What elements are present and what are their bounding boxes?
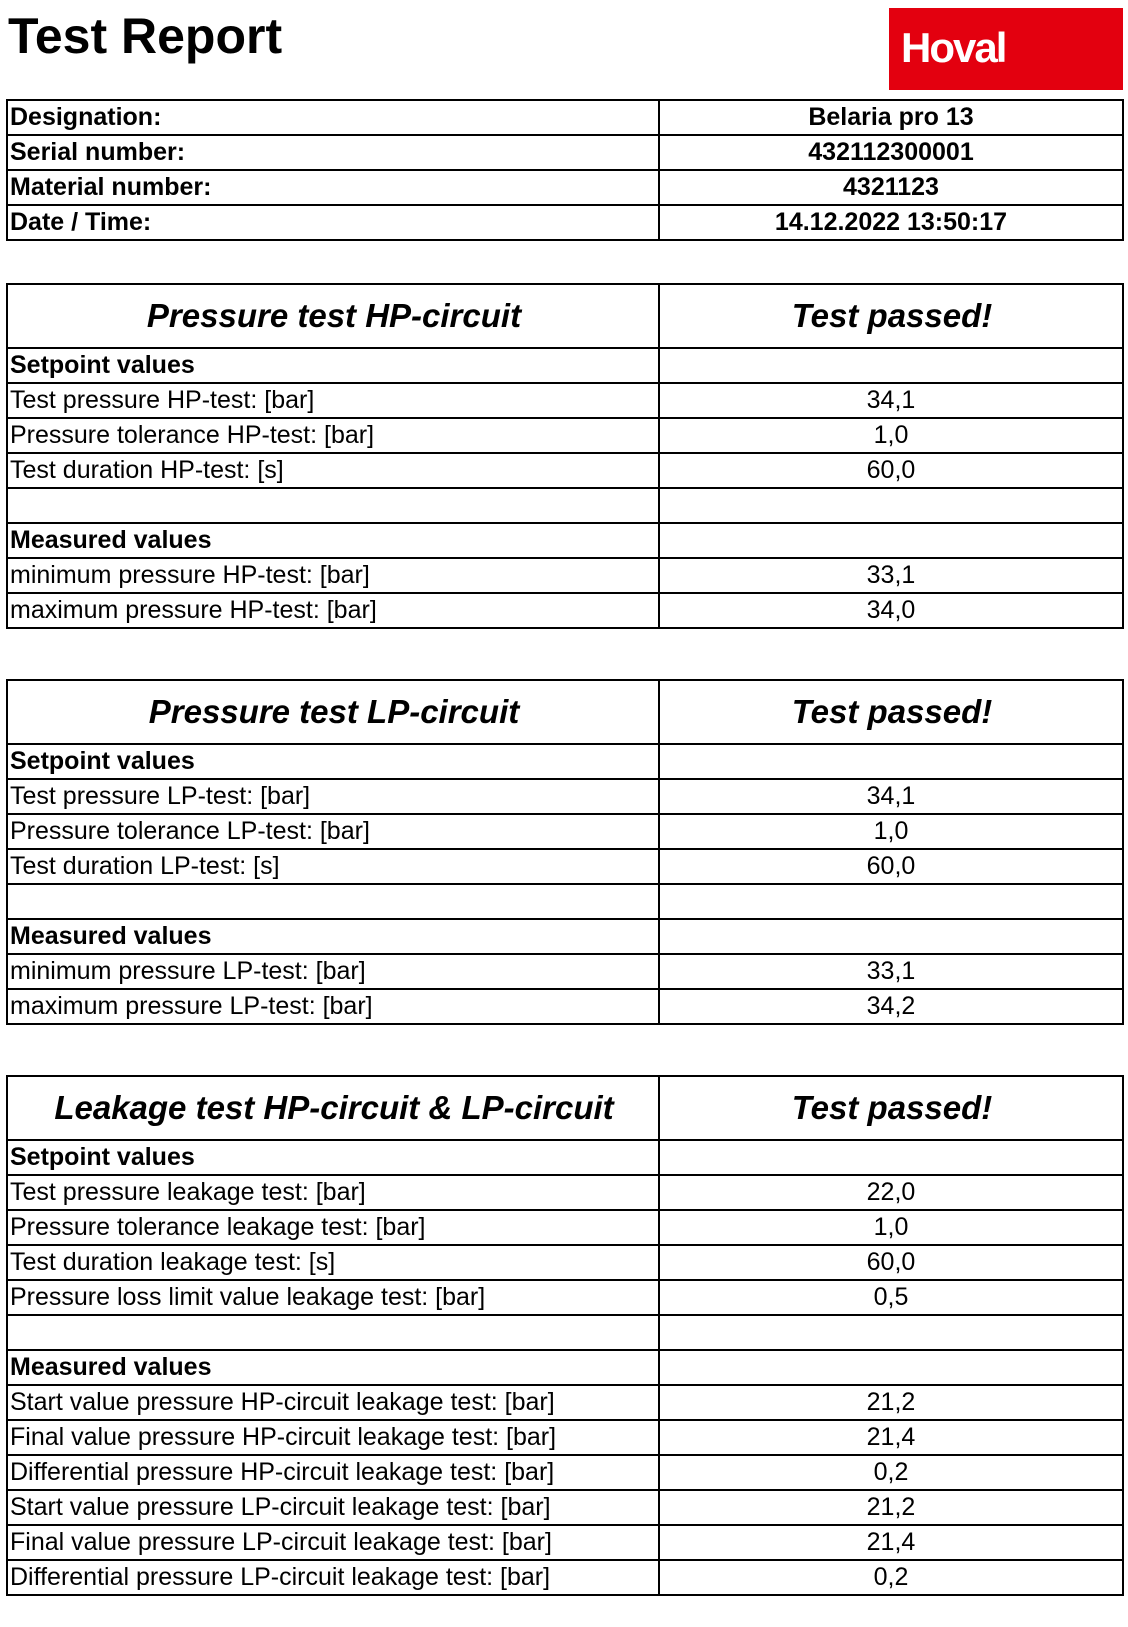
row-value: 0,2 (659, 1455, 1123, 1490)
section-title: Pressure test HP-circuit (7, 284, 659, 348)
row-label: Start value pressure LP-circuit leakage test: [bar] (7, 1490, 659, 1525)
row-value: 60,0 (659, 1245, 1123, 1280)
row-value: 0,5 (659, 1280, 1123, 1315)
row-value: 34,1 (659, 779, 1123, 814)
row-value: 34,0 (659, 593, 1123, 628)
subheading-row (7, 1350, 1123, 1385)
table-row (7, 849, 1123, 884)
table-row (7, 1175, 1123, 1210)
lp-test-table (6, 679, 1124, 1025)
info-value: 432112300001 (659, 135, 1123, 170)
row-label: Test duration LP-test: [s] (7, 849, 659, 884)
row-label: maximum pressure HP-test: [bar] (7, 593, 659, 628)
hp-test-table (6, 283, 1124, 629)
table-row (7, 418, 1123, 453)
subheading-row (7, 919, 1123, 954)
table-row (7, 593, 1123, 628)
row-label: Pressure tolerance leakage test: [bar] (7, 1210, 659, 1245)
row-label: Pressure tolerance LP-test: [bar] (7, 814, 659, 849)
test-result: Test passed! (659, 680, 1123, 744)
section-title: Pressure test LP-circuit (7, 680, 659, 744)
row-value: 34,2 (659, 989, 1123, 1024)
table-row (7, 1490, 1123, 1525)
subheading-row (7, 744, 1123, 779)
hoval-logo: Hoval (889, 8, 1123, 90)
table-row (7, 1420, 1123, 1455)
row-label: Test duration HP-test: [s] (7, 453, 659, 488)
row-value: 34,1 (659, 383, 1123, 418)
table-row (7, 954, 1123, 989)
subheading-row (7, 1140, 1123, 1175)
info-table (6, 99, 1124, 241)
row-value: 22,0 (659, 1175, 1123, 1210)
table-row (7, 453, 1123, 488)
row-label: Pressure tolerance HP-test: [bar] (7, 418, 659, 453)
section-header (7, 1076, 1123, 1140)
row-label: Differential pressure LP-circuit leakage test: [bar] (7, 1560, 659, 1595)
info-row (7, 100, 1123, 135)
blank-row (7, 1315, 1123, 1350)
setpoint-heading: Setpoint values (7, 744, 659, 779)
row-value: 21,4 (659, 1525, 1123, 1560)
table-row (7, 383, 1123, 418)
info-label: Serial number: (7, 135, 659, 170)
section-header (7, 680, 1123, 744)
section-header (7, 284, 1123, 348)
row-value: 21,2 (659, 1385, 1123, 1420)
table-row (7, 1245, 1123, 1280)
row-value: 33,1 (659, 558, 1123, 593)
info-row (7, 170, 1123, 205)
row-label: minimum pressure HP-test: [bar] (7, 558, 659, 593)
subheading-row (7, 523, 1123, 558)
setpoint-heading: Setpoint values (7, 348, 659, 383)
test-result: Test passed! (659, 284, 1123, 348)
row-value: 21,2 (659, 1490, 1123, 1525)
section-title: Leakage test HP-circuit & LP-circuit (7, 1076, 659, 1140)
row-label: minimum pressure LP-test: [bar] (7, 954, 659, 989)
subheading-row (7, 348, 1123, 383)
row-label: maximum pressure LP-test: [bar] (7, 989, 659, 1024)
measured-heading: Measured values (7, 523, 659, 558)
table-row (7, 558, 1123, 593)
measured-heading: Measured values (7, 1350, 659, 1385)
measured-heading: Measured values (7, 919, 659, 954)
blank-row (7, 884, 1123, 919)
row-value: 1,0 (659, 418, 1123, 453)
table-row (7, 1280, 1123, 1315)
info-label: Material number: (7, 170, 659, 205)
table-row (7, 989, 1123, 1024)
info-row (7, 205, 1123, 240)
row-value: 33,1 (659, 954, 1123, 989)
row-value: 1,0 (659, 1210, 1123, 1245)
info-label: Designation: (7, 100, 659, 135)
info-value: 4321123 (659, 170, 1123, 205)
info-value: Belaria pro 13 (659, 100, 1123, 135)
blank-row (7, 488, 1123, 523)
setpoint-heading: Setpoint values (7, 1140, 659, 1175)
table-row (7, 1560, 1123, 1595)
row-label: Test pressure HP-test: [bar] (7, 383, 659, 418)
table-row (7, 1525, 1123, 1560)
leak-test-table (6, 1075, 1124, 1596)
row-label: Final value pressure LP-circuit leakage test: [bar] (7, 1525, 659, 1560)
info-value: 14.12.2022 13:50:17 (659, 205, 1123, 240)
test-result: Test passed! (659, 1076, 1123, 1140)
row-label: Start value pressure HP-circuit leakage test: [bar] (7, 1385, 659, 1420)
row-label: Test pressure LP-test: [bar] (7, 779, 659, 814)
table-row (7, 814, 1123, 849)
row-label: Test pressure leakage test: [bar] (7, 1175, 659, 1210)
row-label: Differential pressure HP-circuit leakage test: [bar] (7, 1455, 659, 1490)
row-value: 60,0 (659, 453, 1123, 488)
row-label: Test duration leakage test: [s] (7, 1245, 659, 1280)
info-row (7, 135, 1123, 170)
page-title: Test Report (8, 8, 283, 64)
row-value: 1,0 (659, 814, 1123, 849)
row-label: Pressure loss limit value leakage test: [bar] (7, 1280, 659, 1315)
row-value: 60,0 (659, 849, 1123, 884)
table-row (7, 1455, 1123, 1490)
table-row (7, 779, 1123, 814)
info-label: Date / Time: (7, 205, 659, 240)
row-value: 0,2 (659, 1560, 1123, 1595)
row-value: 21,4 (659, 1420, 1123, 1455)
row-label: Final value pressure HP-circuit leakage test: [bar] (7, 1420, 659, 1455)
table-row (7, 1385, 1123, 1420)
table-row (7, 1210, 1123, 1245)
